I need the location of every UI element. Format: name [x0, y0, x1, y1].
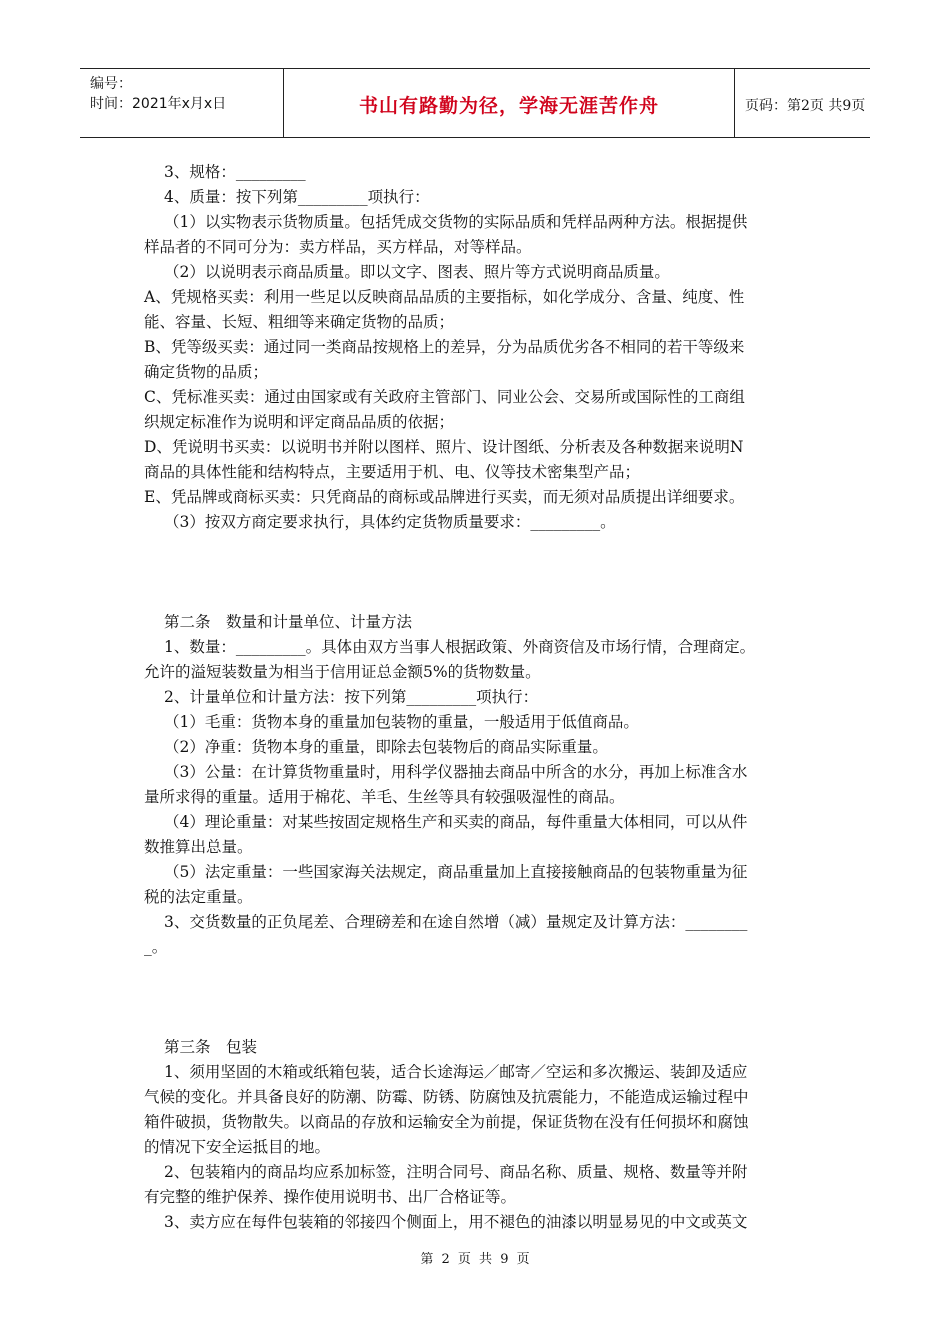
page-header [80, 68, 870, 138]
body-line: 商品的具体性能和结构特点，主要适用于机、电、仪等技术密集型产品； [144, 463, 641, 481]
body-line: 2、包装箱内的商品均应系加标签，注明合同号、商品名称、质量、规格、数量等并附 [164, 1163, 748, 1181]
body-line: C、凭标准买卖：通过由国家或有关政府主管部门、同业公会、交易所或国际性的工商组 [144, 388, 745, 406]
body-line: 4、质量：按下列第_________项执行： [164, 188, 430, 206]
body-line: B、凭等级买卖：通过同一类商品按规格上的差异，分为品质优劣各不相同的若干等级来 [144, 338, 745, 356]
page-footer: 第 2 页 共 9 页 [420, 1252, 530, 1267]
body-line: （3）按双方商定要求执行，具体约定货物质量要求：_________。 [164, 513, 616, 531]
body-line: 确定货物的品质； [144, 363, 269, 381]
body-line: （2）以说明表示商品质量。即以文字、图表、照片等方式说明商品质量。 [164, 263, 670, 281]
body-line: 允许的溢短装数量为相当于信用证总金额5%的货物数量。 [144, 663, 541, 681]
section-heading: 第二条 数量和计量单位、计量方法 [164, 613, 413, 631]
document-number-label: 编号： [90, 76, 132, 92]
header-info-cell [80, 69, 284, 137]
header-motto-cell [284, 69, 735, 137]
body-line: E、凭品牌或商标买卖：只凭商品的商标或品牌进行买卖，而无须对品质提出详细要求。 [144, 488, 745, 506]
body-line: 织规定标准作为说明和评定商品品质的依据； [144, 413, 455, 431]
body-line: A、凭规格买卖：利用一些足以反映商品品质的主要指标，如化学成分、含量、纯度、性 [144, 288, 745, 306]
body-line: 箱件破损，货物散失。以商品的存放和运输安全为前提，保证货物在没有任何损坏和腐蚀 [144, 1113, 749, 1131]
body-line: 1、数量：_________。具体由双方当事人根据政策、外商资信及市场行情，合理商定。 [164, 638, 756, 656]
body-line: （5）法定重量：一些国家海关法规定，商品重量加上直接接触商品的包装物重量为征 [164, 863, 748, 881]
body-line: 1、须用坚固的木箱或纸箱包装，适合长途海运／邮寄／空运和多次搬运、装卸及适应 [164, 1063, 748, 1081]
body-line: （3）公量：在计算货物重量时，用科学仪器抽去商品中所含的水分，再加上标准含水 [164, 763, 748, 781]
body-line: 3、规格：_________ [164, 163, 306, 181]
body-line: 能、容量、长短、粗细等来确定货物的品质； [144, 313, 455, 331]
header-page-number: 页码：第2页 共9页 [745, 98, 866, 114]
body-line: 3、卖方应在每件包装箱的邻接四个侧面上，用不褪色的油漆以明显易见的中文或英文 [164, 1213, 748, 1231]
body-line: （2）净重：货物本身的重量，即除去包装物后的商品实际重量。 [164, 738, 608, 756]
body-line: 数推算出总量。 [144, 838, 253, 856]
body-line: 3、交货数量的正负尾差、合理磅差和在途自然增（减）量规定及计算方法：________ [164, 913, 748, 931]
body-line: 量所求得的重量。适用于棉花、羊毛、生丝等具有较强吸湿性的商品。 [144, 788, 625, 806]
body-line: 有完整的维护保养、操作使用说明书、出厂合格证等。 [144, 1188, 517, 1206]
section-heading: 第三条 包装 [164, 1038, 258, 1056]
body-line: （1）以实物表示货物质量。包括凭成交货物的实际品质和凭样品两种方法。根据提供 [164, 213, 748, 231]
body-line: 气候的变化。并具备良好的防潮、防霉、防锈、防腐蚀及抗震能力，不能造成运输过程中 [144, 1088, 749, 1106]
header-page-cell [735, 69, 870, 137]
document-time-label: 时间：2021年x月x日 [90, 96, 227, 112]
header-motto: 书山有路勤为径，学海无涯苦作舟 [358, 95, 659, 117]
body-line: 2、计量单位和计量方法：按下列第_________项执行： [164, 688, 539, 706]
body-line: 的情况下安全运抵目的地。 [144, 1138, 331, 1156]
body-line: 税的法定重量。 [144, 888, 253, 906]
body-line: （4）理论重量：对某些按固定规格生产和买卖的商品，每件重量大体相同，可以从件 [164, 813, 748, 831]
body-line: _。 [144, 938, 168, 956]
body-line: （1）毛重：货物本身的重量加包装物的重量，一般适用于低值商品。 [164, 713, 639, 731]
body-line: 样品者的不同可分为：卖方样品，买方样品，对等样品。 [144, 238, 532, 256]
body-line: D、凭说明书买卖：以说明书并附以图样、照片、设计图纸、分析表及各种数据来说明N [144, 438, 744, 456]
